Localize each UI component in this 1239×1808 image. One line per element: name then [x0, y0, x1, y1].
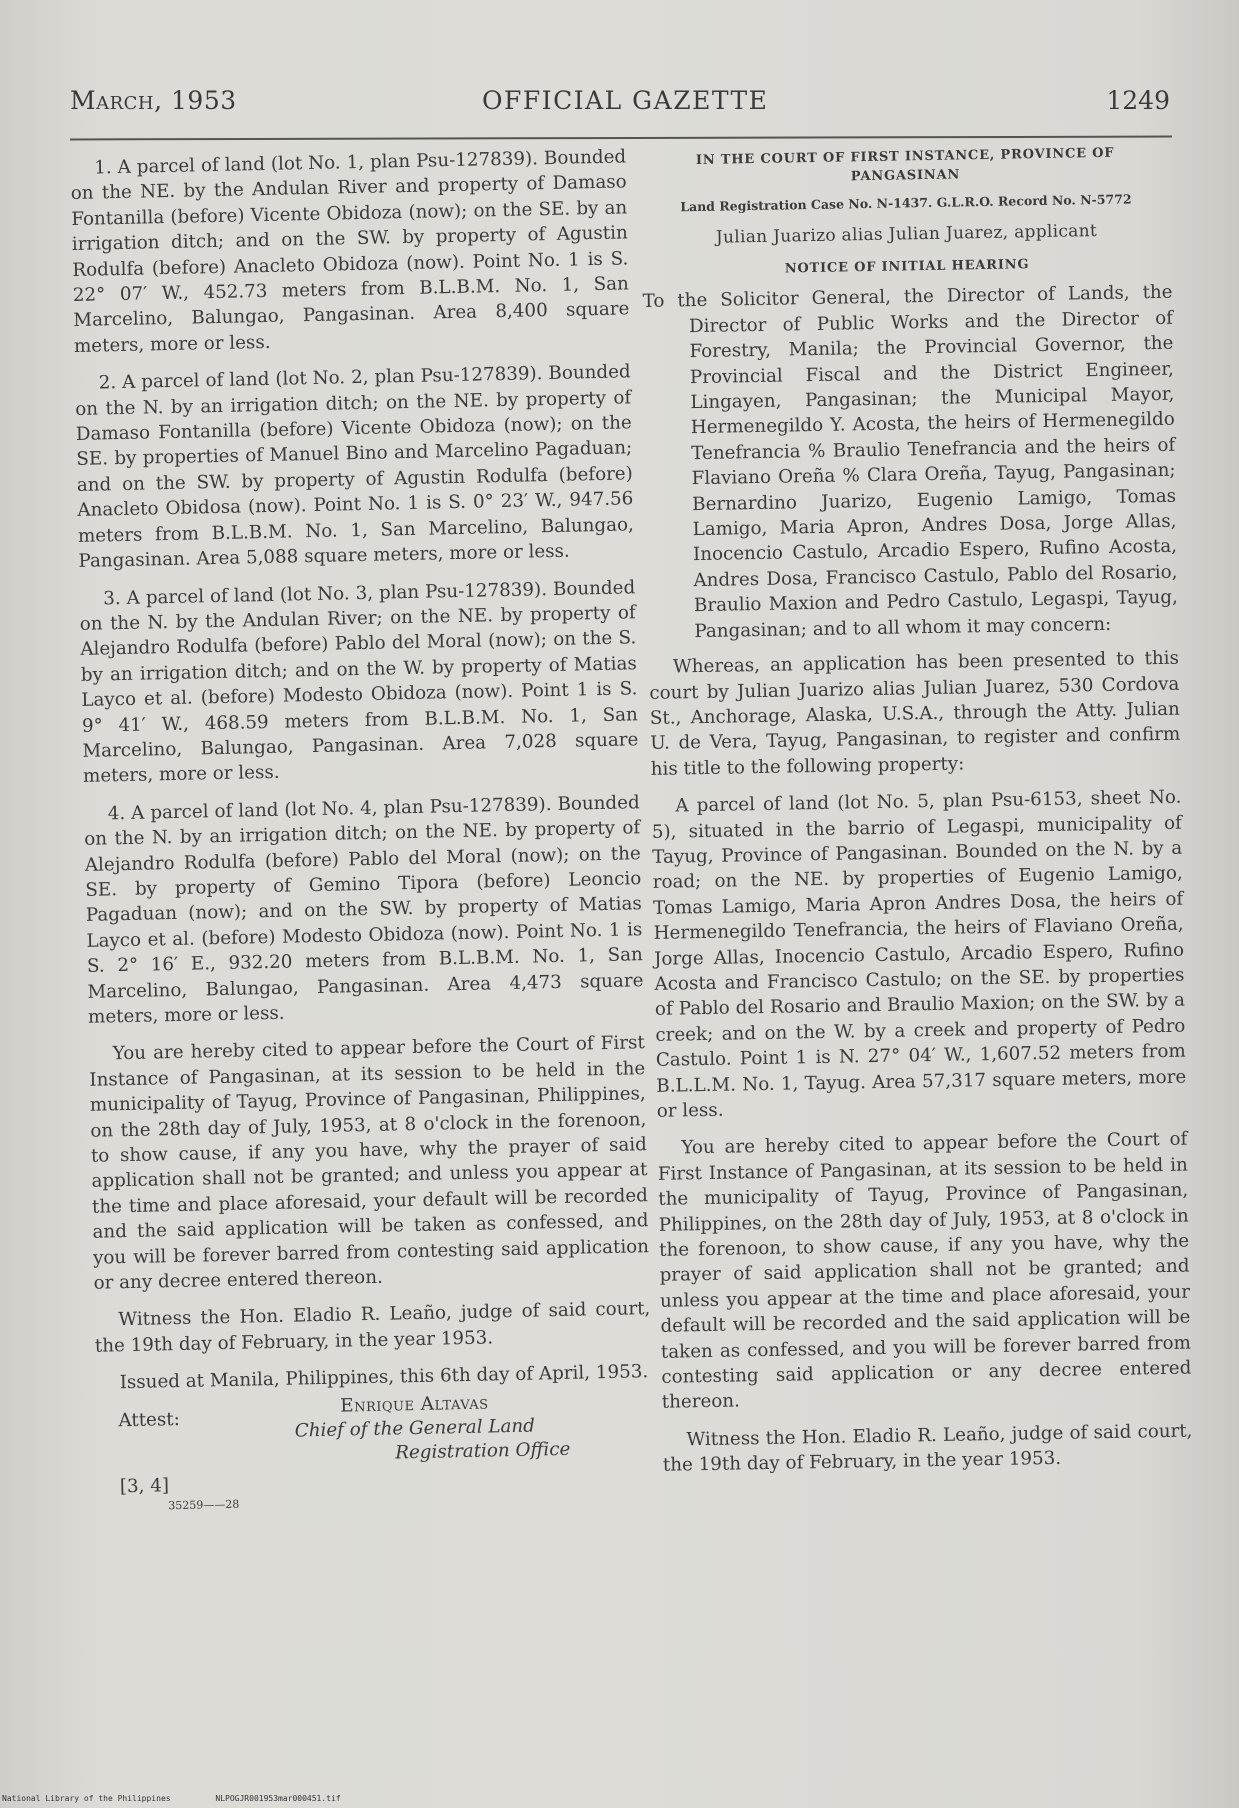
applicant-line: Julian Juarizo alias Julian Juarez, applicant	[715, 221, 1098, 248]
paragraph-citation-2: You are hereby cited to appear before the Court of First Instance of Pangasinan, at its session to be held in the municipality of Tayug, Province of Pangasinan, Philippines, on the 28th day of July, 1953, at 8 o'clock in the forenoon, to show cause, if any you have, why the prayer of said application shall not be granted; and unless you appear at the time and place aforesaid, your default will be recorded and the said application will be taken as confessed, and you will be forever barred from contesting said application or any decree entered thereon.	[657, 1129, 1192, 1414]
signer-title-line-1: Chief of the General Land	[294, 1415, 536, 1442]
header-date: March, 1953	[70, 86, 237, 115]
signer-name: Enrique Altavas	[340, 1392, 489, 1417]
attestation-block	[96, 1392, 654, 1519]
attest-label: Attest:	[118, 1408, 180, 1431]
footer-library: National Library of the Philippines	[2, 1794, 171, 1803]
court-heading: IN THE COURT OF FIRST INSTANCE, PROVINCE OF PANGASINAN	[695, 145, 1115, 185]
printer-code: 35259——28	[168, 1497, 240, 1512]
page-number: 1249	[1106, 86, 1170, 115]
paragraph-lot-4: 4. A parcel of land (lot No. 4, plan Psu-127839). Bounded on the N. by an irrigation ditch; on the NE. by property of Alejandro Rodulfa (before) Pablo del Moral (now); on the SE. by property of Gemino Tipora (before) Leoncio Pagaduan (now); and on the SW. by property of Matias Layco et al. (before) Modesto Obidoza (now). Point No. 1 is S. 2° 16′ E., 932.20 meters from B.L.B.M. No. 1, San Marcelino, Balungao, Pangasinan. Area 4,473 square meters, more or less.	[84, 791, 644, 1028]
paragraph-whereas: Whereas, an application has been presented to this court by Julian Juarizo alias Julian Juarez, 530 Cordova St., Anchorage, Alaska, U.S.A., through the Atty. Julian U. de Vera, Tayug, Pangasinan, to register and confirm his title to the following property:	[649, 647, 1181, 780]
paragraph-lot-3: 3. A parcel of land (lot No. 3, plan Psu-127839). Bounded on the N. by the Andulan River; on the NE. by property of Alejandro Rodulfa (before) Pablo del Moral (now); on the S. by an irrigation ditch; and on the W. by property of Matias Layco et al. (before) Modesto Obidoza (now). Point 1 is S. 9° 41′ W., 468.59 meters from B.L.B.M. No. 1, San Marcelino, Balungao, Pangasinan. Area 7,028 square meters, more or less.	[79, 576, 639, 788]
addressees: To the Solicitor General, the Director of Lands, the Director of Public Works and the Director of Forestry, Manila; the Provincial Governor, the Provincial Fiscal and the District Engineer, Lingayen, Pangasinan; the Municipal Mayor, Hermenegildo Y. Acosta, the heirs of Hermenegildo Tenefrancia % Braulio Tenefrancia and the heirs of Flaviano Oreña % Clara Oreña, Tayug, Pangasinan; Bernardino Juarizo, Eugenio Lamigo, Tomas Lamigo, Maria Apron, Andres Dosa, Jorge Allas, Inocencio Castulo, Arcadio Espero, Rufino Acosta, Andres Dosa, Francisco Castulo, Pablo del Rosario, Braulio Maxion and Pedro Castulo, Legaspi, Tayug, Pangasinan; and to all whom it may concern:	[642, 282, 1179, 642]
paragraph-lot-1: 1. A parcel of land (lot No. 1, plan Psu-127839). Bounded on the NE. by the Andulan River and property of Damaso Fontanilla (before) Vicente Obidoza (now); on the SE. by an irrigation ditch; and on the SW. by property of Agustin Rodulfa (before) Anacleto Obidoza (now). Point No. 1 is S. 22° 07′ W., 452.73 meters from B.L.B.M. No. 1, San Marcelino, Balungao, Pangasinan. Area 8,400 square meters, more or less.	[70, 146, 630, 357]
header-rule	[70, 136, 1172, 141]
right-column	[640, 143, 1193, 1491]
paragraph-lot-5: A parcel of land (lot No. 5, plan Psu-6153, sheet No. 5), situated in the barrio of Legaspi, municipality of Tayug, Province of Pangasinan. Bounded on the N. by a road; on the NE. by properties of Eugenio Lamigo, Tomas Lamigo, Maria Apron Andres Dosa, the heirs of Hermenegildo Tenefrancia, the heirs of Flaviano Oreña, Jorge Allas, Inocencio Castulo, Arcadio Espero, Rufino Acosta and Francisco Castulo; on the SE. by properties of Pablo del Rosario and Braulio Maxion; on the SW. by a creek; and on the W. by a creek and property of Pedro Castulo. Point 1 is N. 27° 04′ W., 1,607.52 meters from B.L.L.M. No. 1, Tayug. Area 57,317 square meters, more or less.	[651, 786, 1187, 1122]
page-header	[70, 86, 1170, 126]
paragraph-lot-2: 2. A parcel of land (lot No. 2, plan Psu-127839). Bounded on the N. by an irrigation ditch; on the NE. by property of Damaso Fontanilla (before) Vicente Obidoza (now); on the SE. by properties of Manuel Bino and Marcelino Pagaduan; and on the SW. by property of Agustin Rodulfa (before) Anacleto Obidosa (now). Point No. 1 is S. 0° 23′ W., 947.56 meters from B.L.B.M. No. 1, San Marcelino, Balungao, Pangasinan. Area 5,088 square meters, more or less.	[75, 361, 635, 573]
issue-reference: [3, 4]	[119, 1474, 170, 1497]
paragraph-witness: Witness the Hon. Eladio R. Leaño, judge of said court, the 19th day of February, in the year 1953.	[94, 1298, 651, 1357]
paragraph-issued: Issued at Manila, Philippines, this 6th day of April, 1953.	[119, 1361, 649, 1394]
left-column	[70, 144, 654, 1518]
notice-heading: NOTICE OF INITIAL HEARING	[784, 257, 1030, 277]
footer-filename: NLPOGJR001953mar000451.tif	[215, 1794, 341, 1803]
header-title: OFFICIAL GAZETTE	[482, 86, 769, 115]
signer-title-line-2: Registration Office	[395, 1438, 571, 1464]
scan-footer	[2, 1794, 381, 1803]
paragraph-citation: You are hereby cited to appear before the Court of First Instance of Pangasinan, at its session to be held in the municipality of Tayug, Province of Pangasinan, Philippines, on the 28th day of July, 1953, at 8 o'clock in the forenoon, to show cause, if any you have, why the prayer of said application shall not be granted; and unless you appear at the time and place aforesaid, your default will be recorded and the said application will be taken as confessed, and you will be forever barred from contesting said application or any decree entered thereon.	[89, 1032, 650, 1294]
paragraph-witness-2: Witness the Hon. Eladio R. Leaño, judge of said court, the 19th day of February, in the year 1953.	[662, 1420, 1193, 1477]
case-number: Land Registration Case No. N-1437. G.L.R.O. Record No. N-5772	[680, 191, 1132, 215]
